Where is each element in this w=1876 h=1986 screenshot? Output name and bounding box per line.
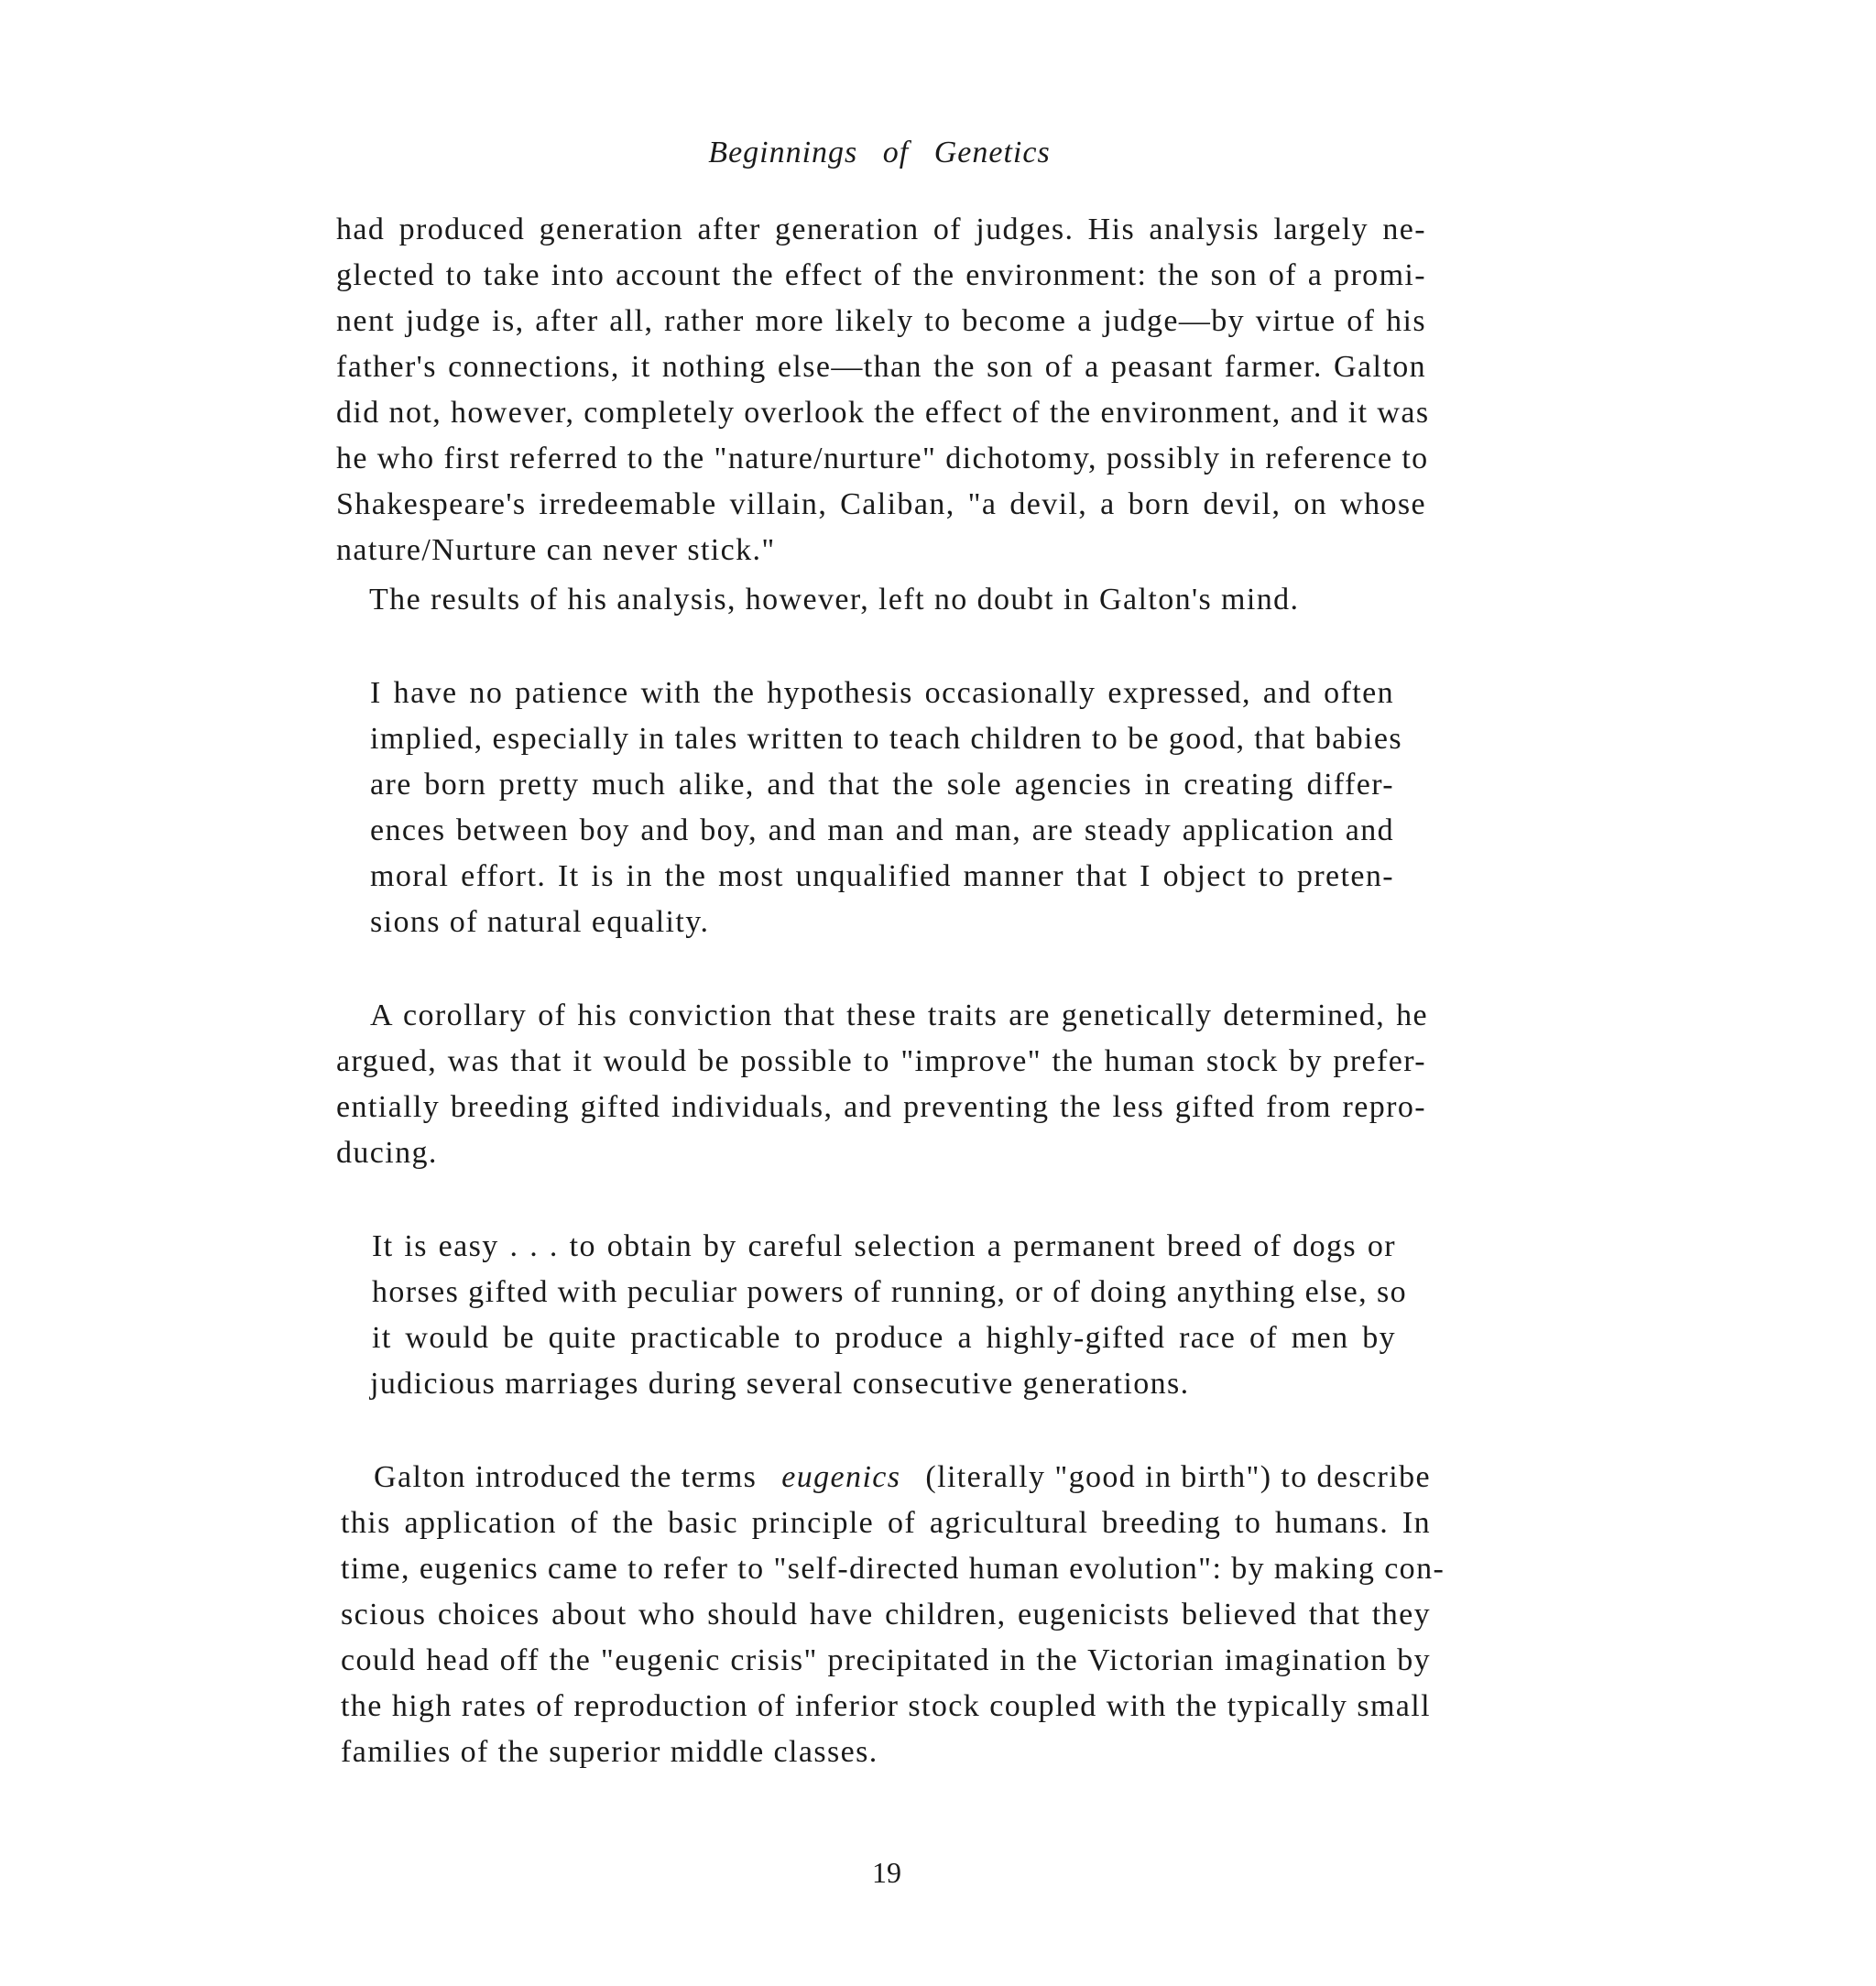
quote-line: judicious marriages during several consecutive generations. (370, 1367, 1190, 1401)
paragraph-line: entially breeding gifted individuals, and preventing the less gifted from repro- (336, 1090, 1426, 1124)
paragraph-line: argued, was that it would be possible to "improve" the human stock by prefer- (336, 1044, 1426, 1078)
emphasis-term: eugenics (781, 1460, 901, 1494)
paragraph-line: ducing. (336, 1136, 438, 1170)
quote-line: sions of natural equality. (370, 905, 710, 939)
paragraph-text: (literally "good in birth") to describe (925, 1460, 1431, 1494)
page-number: 19 (872, 1856, 901, 1889)
quote-line: it would be quite practicable to produce a highly-gifted race of men by (372, 1321, 1396, 1355)
quote-line: are born pretty much alike, and that the sole agencies in creating differ- (370, 768, 1394, 802)
paragraph-line: The results of his analysis, however, left no doubt in Galton's mind. (369, 583, 1300, 617)
paragraph-line: scious choices about who should have children, eugenicists believed that they (341, 1598, 1431, 1631)
paragraph-line: time, eugenics came to refer to "self-directed human evolution": by making con- (341, 1552, 1445, 1586)
paragraph-line: families of the superior middle classes. (341, 1735, 878, 1769)
running-head: Beginnings of Genetics (708, 136, 1051, 169)
quote-line: horses gifted with peculiar powers of running, or of doing anything else, so (372, 1275, 1407, 1309)
paragraph-line: could head off the "eugenic crisis" precipitated in the Victorian imagination by (341, 1643, 1431, 1677)
paragraph-line: A corollary of his conviction that these traits are genetically determined, he (370, 998, 1428, 1032)
paragraph-line: glected to take into account the effect of the environment: the son of a promi- (336, 258, 1426, 292)
paragraph-line: nent judge is, after all, rather more likely to become a judge—by virtue of his (336, 304, 1426, 338)
quote-line: implied, especially in tales written to teach children to be good, that babies (370, 722, 1403, 756)
quote-line: moral effort. It is in the most unqualified manner that I object to preten- (370, 859, 1394, 893)
paragraph-line: father's connections, it nothing else—than the son of a peasant farmer. Galton (336, 350, 1426, 384)
paragraph-line: he who first referred to the "nature/nurture" dichotomy, possibly in reference to (336, 442, 1429, 475)
paragraph-line: nature/Nurture can never stick." (336, 533, 776, 567)
paragraph-line: this application of the basic principle of agricultural breeding to humans. In (341, 1506, 1431, 1540)
quote-line: It is easy . . . to obtain by careful selection a permanent breed of dogs or (372, 1229, 1396, 1263)
paragraph-text: Galton introduced the terms (374, 1460, 758, 1494)
quote-line: ences between boy and boy, and man and man, are steady application and (370, 813, 1394, 847)
paragraph-line: had produced generation after generation of judges. His analysis largely ne- (336, 213, 1426, 246)
paragraph-line: the high rates of reproduction of inferior stock coupled with the typically small (341, 1689, 1431, 1723)
quote-line: I have no patience with the hypothesis occasionally expressed, and often (370, 676, 1394, 710)
paragraph-line: did not, however, completely overlook the effect of the environment, and it was (336, 396, 1430, 430)
paragraph-line: Shakespeare's irredeemable villain, Caliban, "a devil, a born devil, on whose (336, 487, 1426, 521)
paragraph-line (374, 1458, 1431, 1497)
